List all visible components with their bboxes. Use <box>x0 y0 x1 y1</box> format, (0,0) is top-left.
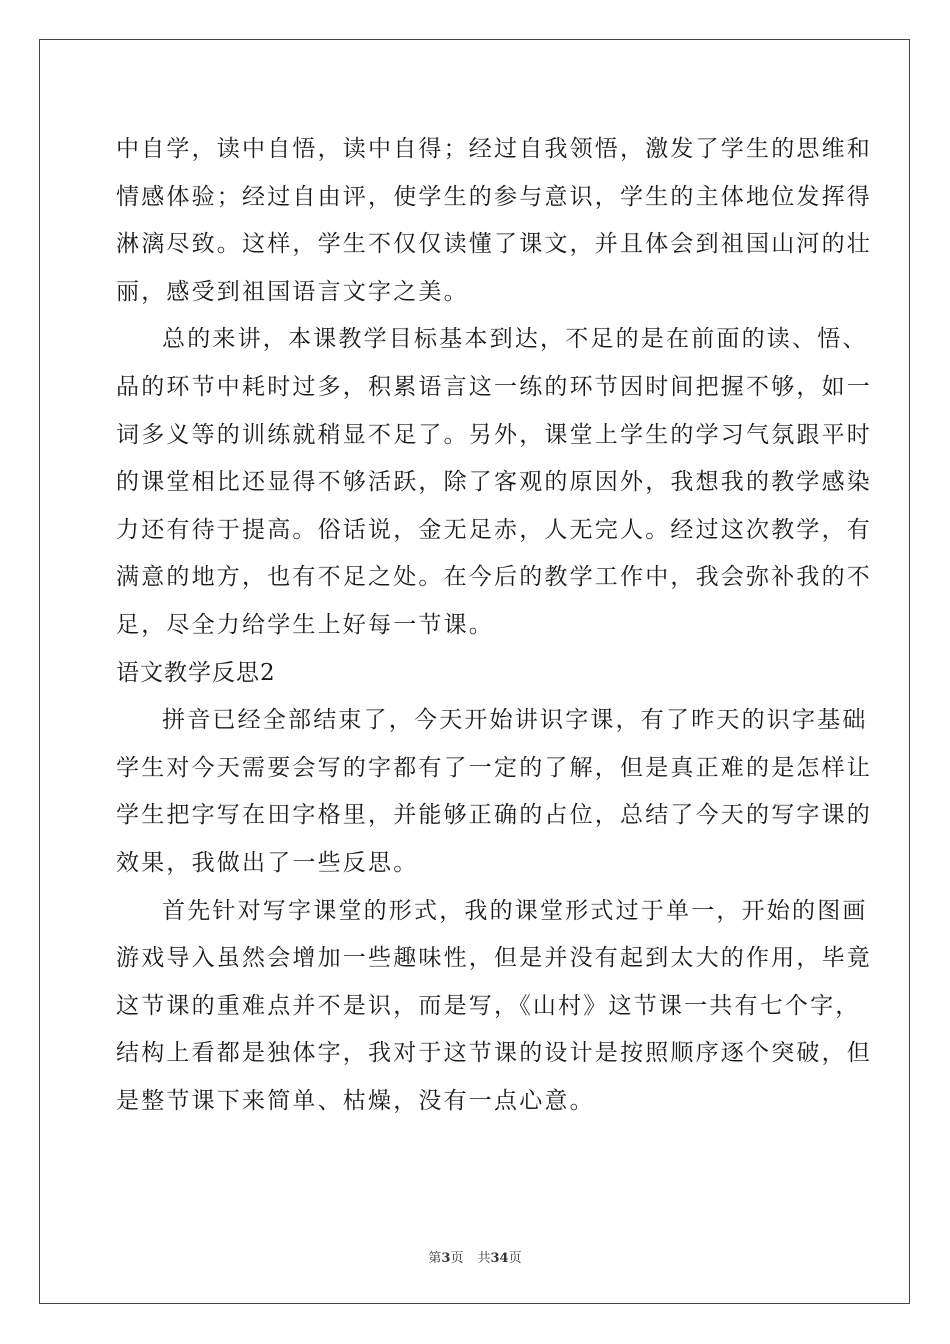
section-heading: 语文教学反思2 <box>116 659 276 686</box>
text-line: 的课堂相比还显得不够活跃，除了客观的原因外，我想我的教学感染 <box>116 469 872 496</box>
text-line: 中自学，读中自悟，读中自得；经过自我领悟，激发了学生的思维和 <box>116 136 872 162</box>
footer-total-prefix: 共 <box>477 1251 491 1266</box>
text-line: 丽，感受到祖国语言文字之美。 <box>116 278 469 305</box>
page-footer <box>0 1247 950 1266</box>
footer-page-suffix: 页 <box>450 1251 464 1266</box>
text-line: 学生把字写在田字格里，并能够正确的占位，总结了今天的写字课的 <box>116 802 872 829</box>
footer-page-number: 3 <box>441 1251 451 1266</box>
footer-total-suffix: 页 <box>508 1251 522 1266</box>
text-line: 词多义等的训练就稍显不足了。另外，课堂上学生的学习气氛跟平时 <box>116 421 872 448</box>
text-line: 这节课的重难点并不是识，而是写，《山村》这节课一共有七个字， <box>116 992 861 1019</box>
text-line: 首先针对写字课堂的形式，我的课堂形式过于单一，开始的图画 <box>162 897 868 924</box>
text-line: 情感体验；经过自由评，使学生的参与意识，学生的主体地位发挥得 <box>116 183 872 210</box>
footer-page-prefix: 第 <box>428 1251 442 1266</box>
footer-total-pages: 34 <box>490 1251 509 1266</box>
text-line: 满意的地方，也有不足之处。在今后的教学工作中，我会弥补我的不 <box>116 564 872 591</box>
document-body <box>116 126 872 1125</box>
text-line: 力还有待于提高。俗话说，金无足赤，人无完人。经过这次教学，有 <box>116 516 872 543</box>
text-line: 品的环节中耗时过多，积累语言这一练的环节因时间把握不够，如一 <box>116 373 872 400</box>
text-line: 足，尽全力给学生上好每一节课。 <box>116 611 494 638</box>
text-line: 学生对今天需要会写的字都有了一定的了解，但是真正难的是怎样让 <box>116 754 872 781</box>
text-line: 游戏导入虽然会增加一些趣味性，但是并没有起到太大的作用，毕竟 <box>116 945 872 972</box>
text-line: 淋漓尽致。这样，学生不仅仅读懂了课文，并且体会到祖国山河的壮 <box>116 231 872 258</box>
text-line: 总的来讲，本课教学目标基本到达，不足的是在前面的读、悟、 <box>162 326 868 353</box>
text-line: 是整节课下来简单、枯燥，没有一点心意。 <box>116 1087 595 1114</box>
text-line: 结构上看都是独体字，我对于这节课的设计是按照顺序逐个突破，但 <box>116 1040 872 1067</box>
text-line: 拼音已经全部结束了，今天开始讲识字课，有了昨天的识字基础 <box>162 707 868 734</box>
text-line: 效果，我做出了一些反思。 <box>116 849 419 876</box>
